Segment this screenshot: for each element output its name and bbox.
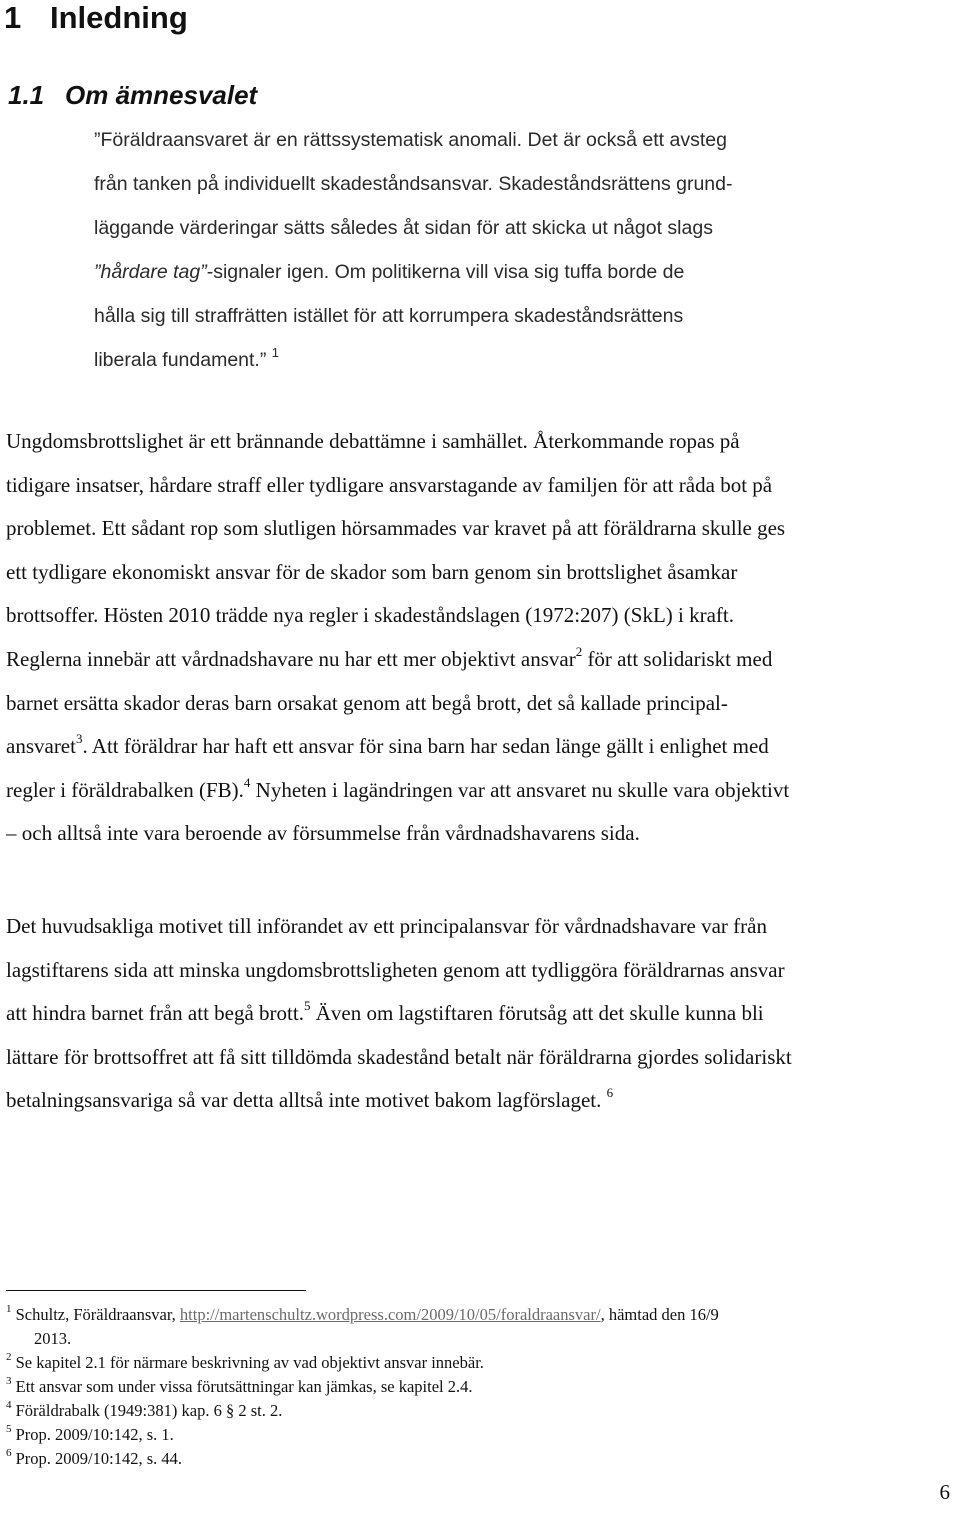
paragraph-line: lagstiftarens sida att minska ungdomsbrottsligheten genom att tydliggöra föräldrarnas ansvar: [6, 957, 785, 982]
paragraph-line: barnet ersätta skador deras barn orsakat genom att begå brott, det så kallade principal-: [6, 690, 728, 715]
footnote-ref[interactable]: 5: [303, 998, 311, 1014]
footnote-number: 6: [6, 1446, 12, 1459]
footnote-ref[interactable]: 6: [606, 1085, 614, 1101]
footnote-4: $^4$ Föräldrabalk (1949:381) kap. 6 § 2 st. 2.: [6, 1398, 283, 1420]
paragraph-2: [6, 905, 946, 1123]
section-number: 1.1: [8, 80, 45, 110]
footnote-1: $^1$ Schultz, Föräldraansvar, http://martenschultz.wordpress.com/2009/10/05/foraldraansvar/, hämtad den 16/9 2013.: [6, 1303, 719, 1351]
quote-line: från tanken på individuellt skadeståndsansvar. Skadeståndsrättens grund-: [94, 173, 733, 195]
paragraph-line: betalningsansvariga så var detta alltså inte motivet bakom lagförslaget. $^6$: [6, 1085, 614, 1113]
footnote-6: $^6$ Prop. 2009/10:142, s. 44.: [6, 1446, 183, 1468]
footnote-link[interactable]: http://martenschultz.wordpress.com/2009/10/05/foraldraansvar/: [179, 1305, 601, 1324]
chapter-title: Inledning: [50, 0, 188, 35]
paragraph-line: Det huvudsakliga motivet till införandet av ett principalansvar för vårdnadshavare var från: [6, 914, 767, 938]
quote-emphasis: ”hårdare tag”: [94, 261, 207, 283]
footnote-number: 5: [6, 1422, 12, 1435]
paragraph-1: [6, 420, 946, 856]
quote-line: läggande värderingar sätts således åt sidan för att skicka ut något slags: [94, 217, 713, 239]
footnote-number: 4: [6, 1398, 12, 1411]
footnote-ref[interactable]: 4: [243, 774, 251, 790]
block-quote: [94, 118, 854, 382]
paragraph-line: brottsoffer. Hösten 2010 trädde nya regler i skadeståndslagen (1972:207) (SkL) i kraft.: [6, 603, 735, 628]
section-heading: [8, 78, 257, 112]
footnote-2: $^2$ Se kapitel 2.1 för närmare beskrivning av vad objektivt ansvar innebär.: [6, 1350, 484, 1372]
footnote-number: 3: [6, 1374, 12, 1387]
footnote-continuation: 2013.: [34, 1329, 72, 1348]
footnote-5: $^5$ Prop. 2009/10:142, s. 1.: [6, 1422, 174, 1444]
chapter-heading: [4, 0, 188, 36]
quote-line: liberala fundament.” $^1$: [94, 344, 280, 371]
page-number: 6: [939, 1480, 950, 1504]
paragraph-line: problemet. Ett sådant rop som slutligen hörsammades var kravet på att föräldrarna skulle ges: [6, 516, 786, 541]
paragraph-line: att hindra barnet från att begå brott.$^5$ Även om lagstiftaren förutsåg att det skulle kunna bli: [6, 998, 764, 1026]
quote-line: ”Föräldraansvaret är en rättssystematisk anomali. Det är också ett avsteg: [94, 129, 727, 151]
paragraph-line: – och alltså inte vara beroende av försummelse från vårdnadshavarens sida.: [6, 821, 640, 846]
paragraph-line: lättare för brottsoffret att få sitt tilldömda skadestånd betalt när föräldrarna gjordes solidariskt: [6, 1044, 792, 1069]
quote-line: ”hårdare tag”-signaler igen. Om politikerna vill visa sig tuffa borde de: [94, 261, 685, 283]
paragraph-line: regler i föräldrabalken (FB).$^4$ Nyheten i lagändringen var att ansvaret nu skulle vara objektivt: [6, 774, 790, 802]
paragraph-line: Ungdomsbrottslighet är ett brännande debattämne i samhället. Återkommande ropas på: [6, 429, 740, 453]
paragraph-line: ansvaret$^3$. Att föräldrar har haft ett ansvar för sina barn har sedan länge gällt i enlighet med: [6, 731, 769, 759]
footnote-ref[interactable]: 1: [271, 344, 280, 360]
paragraph-line: Reglerna innebär att vårdnadshavare nu har ett mer objektivt ansvar$^2$ för att solidariskt med: [6, 643, 773, 671]
section-title: Om ämnesvalet: [65, 80, 258, 110]
chapter-number: 1: [4, 0, 22, 35]
paragraph-line: ett tydligare ekonomiskt ansvar för de skador som barn genom sin brottslighet åsamkar: [6, 559, 738, 584]
footnote-ref[interactable]: 2: [575, 643, 583, 659]
paragraph-line: tidigare insatser, hårdare straff eller tydligare ansvarstagande av familjen för att råda bot på: [6, 472, 773, 497]
footnote-ref[interactable]: 3: [75, 731, 83, 747]
footnote-3: $^3$ Ett ansvar som under vissa förutsättningar kan jämkas, se kapitel 2.4.: [6, 1374, 473, 1396]
footnote-number: 1: [6, 1302, 12, 1315]
footnote-separator: [6, 1290, 306, 1291]
quote-line: hålla sig till straffrätten istället för att korrumpera skadeståndsrättens: [94, 305, 684, 327]
footnote-number: 2: [6, 1350, 12, 1363]
